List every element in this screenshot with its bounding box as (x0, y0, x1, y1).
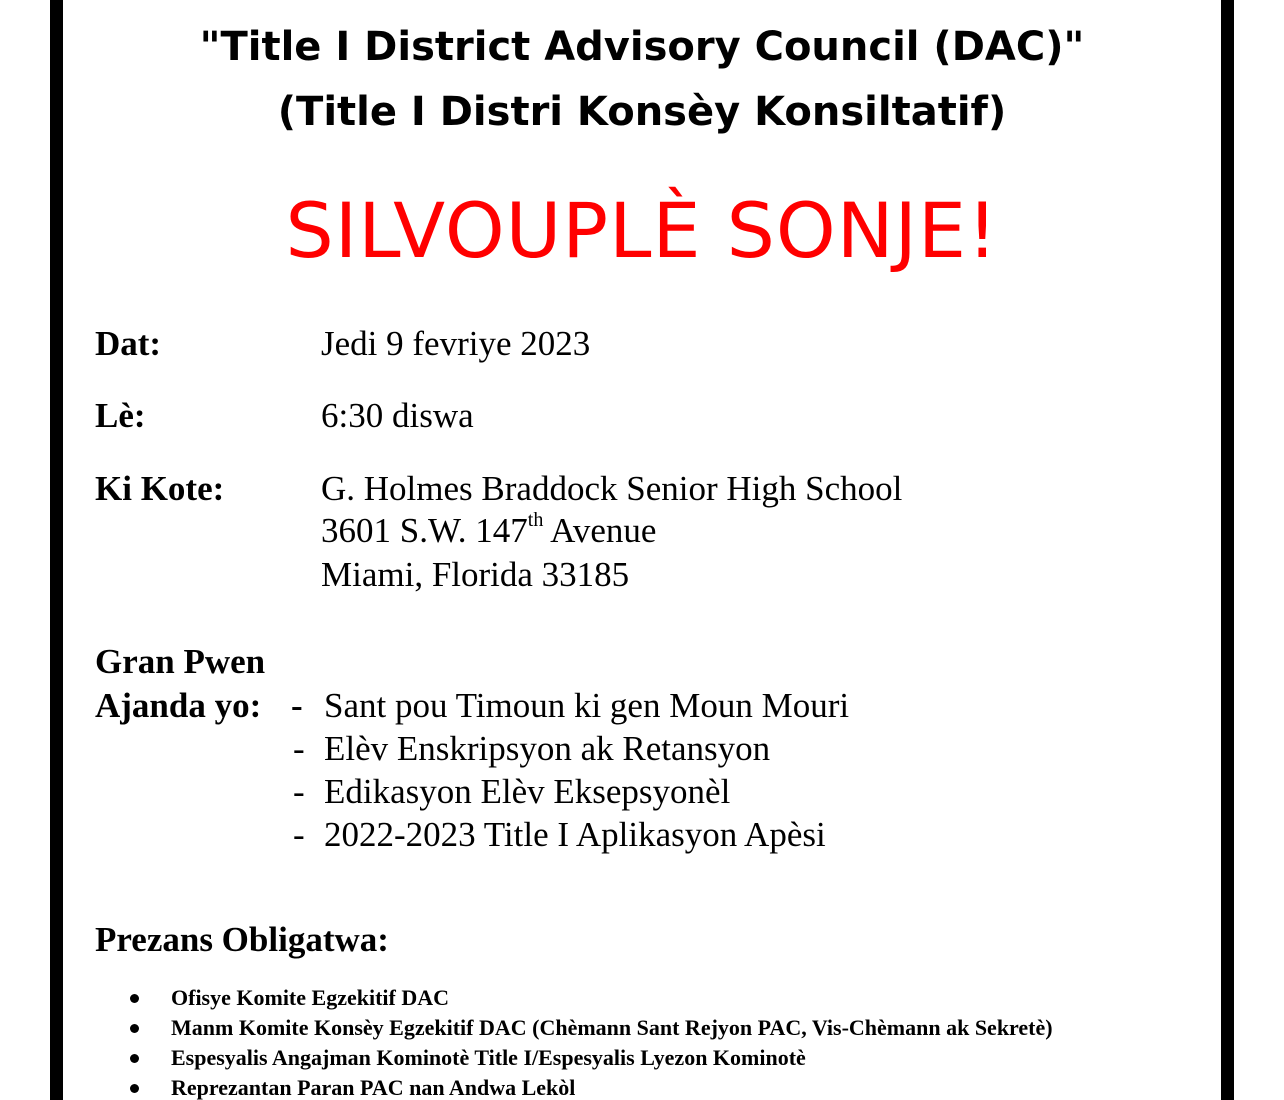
attendance-heading: Prezans Obligatwa: (95, 920, 389, 959)
attendance-item: Espesyalis Angajman Kominotè Title I/Espesyalis Lyezon Kominotè (171, 1045, 806, 1070)
location-street (321, 511, 656, 551)
reminder-heading: SILVOUPLÈ SONJE! (285, 186, 999, 275)
date-label: Dat: (95, 324, 162, 363)
bullet-icon (130, 994, 139, 1003)
agenda-dash-3: - (293, 772, 305, 811)
location-school: G. Holmes Braddock Senior High School (321, 469, 903, 508)
title-creole: (Title I Distri Konsèy Konsiltatif) (277, 89, 1007, 135)
location-street-ordinal: th (527, 509, 544, 531)
time-value: 6:30 diswa (321, 396, 474, 435)
attendance-item: Manm Komite Konsèy Egzekitif DAC (Chèmann Sant Rejyon PAC, Vis-Chèmann ak Sekretè) (171, 1015, 1053, 1040)
bullet-icon (130, 1084, 139, 1093)
location-city: Miami, Florida 33185 (321, 555, 630, 594)
location-street-name: Avenue (543, 511, 657, 550)
agenda-item: 2022-2023 Title I Aplikasyon Apèsi (324, 815, 826, 854)
agenda-label-line1: Gran Pwen (95, 642, 266, 681)
bullet-icon (130, 1054, 139, 1063)
location-street-number: 3601 S.W. 147 (321, 511, 528, 550)
agenda-label-line2: Ajanda yo: (95, 686, 262, 725)
page-border-left (50, 0, 63, 1100)
agenda-item: Edikasyon Elèv Eksepsyonèl (324, 772, 731, 811)
date-value: Jedi 9 fevriye 2023 (321, 324, 591, 363)
bullet-icon (130, 1024, 139, 1033)
agenda-dash-2: - (293, 729, 305, 768)
time-label: Lè: (95, 396, 146, 435)
agenda-item: Sant pou Timoun ki gen Moun Mouri (324, 686, 850, 725)
agenda-dash-4: - (293, 815, 305, 854)
title-english: "Title I District Advisory Council (DAC)" (199, 24, 1085, 70)
cropped-heading-remnant (460, 0, 840, 2)
attendance-item: Ofisye Komite Egzekitif DAC (171, 985, 449, 1010)
attendance-item: Reprezantan Paran PAC nan Andwa Lekòl (171, 1075, 576, 1100)
location-label: Ki Kote: (95, 469, 225, 508)
page-border-right (1221, 0, 1234, 1100)
agenda-dash-1: - (291, 686, 303, 725)
agenda-item: Elèv Enskripsyon ak Retansyon (324, 729, 771, 768)
